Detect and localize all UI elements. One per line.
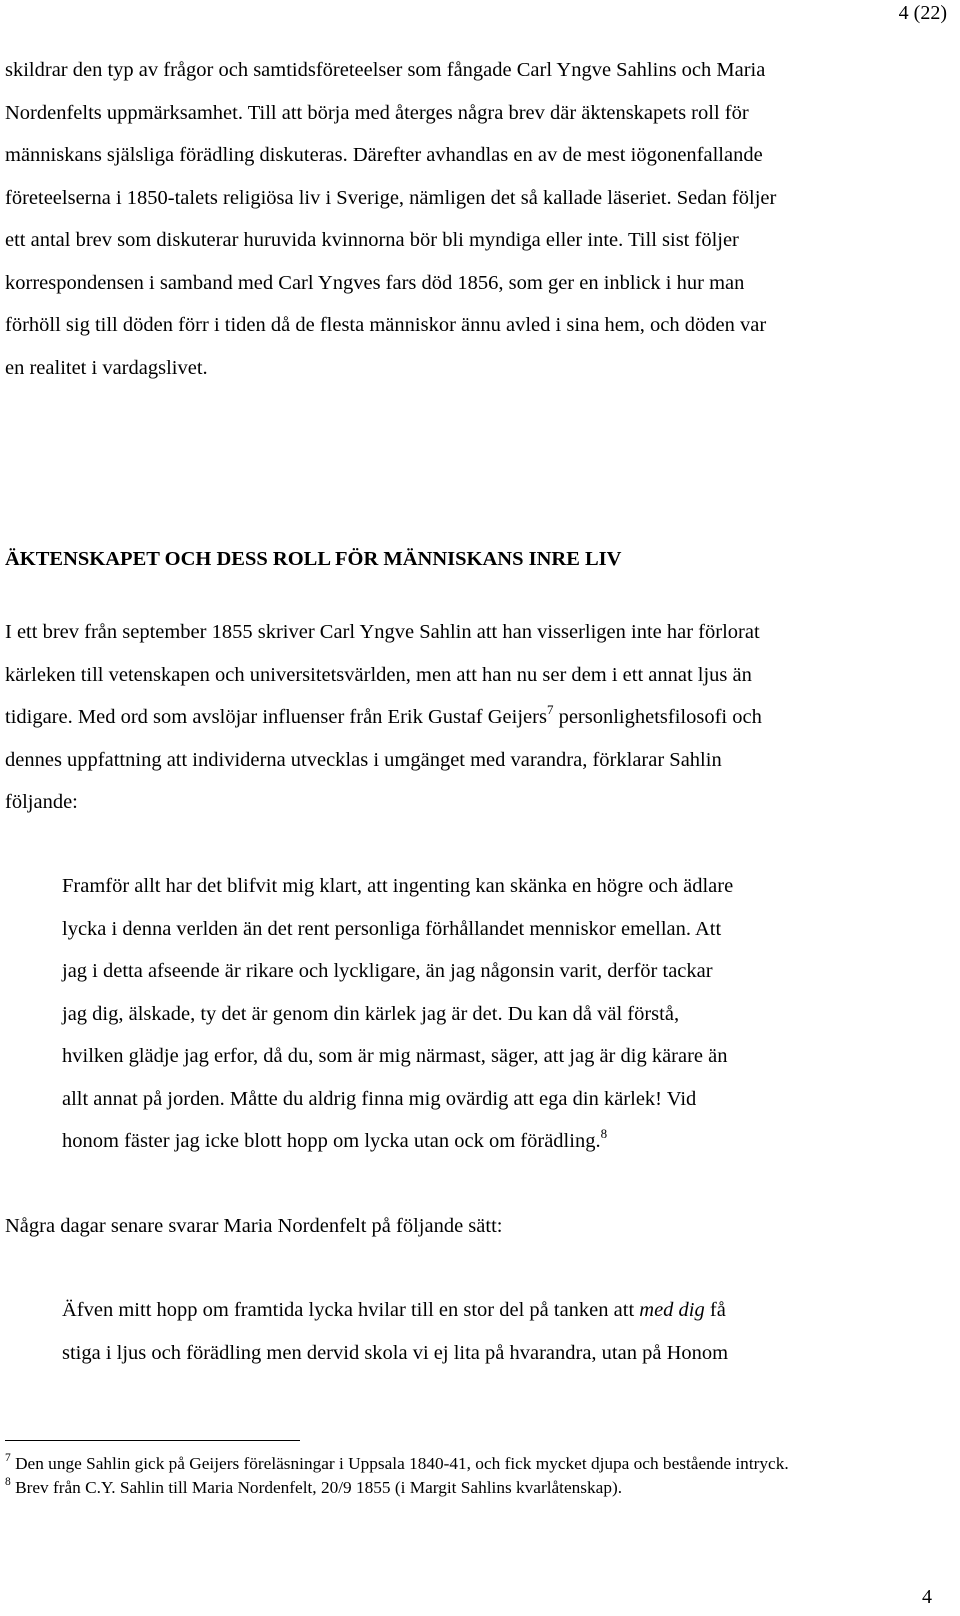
quote-line xyxy=(62,1120,922,1163)
paragraph-line: företeelserna i 1850-talets religiösa liv i Sverige, nämligen det så kallade läseriet. Sedan följer xyxy=(5,186,777,209)
block-quote-nordenfelt xyxy=(62,1289,922,1374)
intro-paragraph xyxy=(5,49,945,389)
footnote-text: Brev från C.Y. Sahlin till Maria Nordenfelt, 20/9 1855 (i Margit Sahlins kvarlåtenskap). xyxy=(10,1478,623,1497)
footnote-ref-8[interactable]: 8 xyxy=(600,1126,608,1141)
footnote-7 xyxy=(5,1452,789,1476)
footnote-8 xyxy=(5,1476,789,1500)
paragraph-line: ett antal brev som diskuterar huruvida kvinnorna bör bli myndiga eller inte. Till sist följer xyxy=(5,229,739,251)
footnote-ref-7[interactable]: 7 xyxy=(546,702,554,717)
paragraph-line xyxy=(5,696,945,739)
page-header-number: 4 (22) xyxy=(898,2,947,24)
quote-line: hvilken glädje jag erfor, då du, som är mig närmast, säger, att jag är dig kärare än xyxy=(62,1045,728,1067)
paragraph-line: dennes uppfattning att individerna utvecklas i umgänget med varandra, förklarar Sahlin xyxy=(5,748,722,771)
paragraph-text: tidigare. Med ord som avslöjar influenser från Erik Gustaf Geijers xyxy=(5,706,547,728)
quote-line: Framför allt har det blifvit mig klart, att ingenting kan skänka en högre och ädlare xyxy=(62,875,734,897)
paragraph-line: Några dagar senare svarar Maria Nordenfelt på följande sätt: xyxy=(5,1215,503,1237)
quote-line xyxy=(62,1289,922,1332)
block-quote-sahlin xyxy=(62,865,922,1163)
paragraph-line: I ett brev från september 1855 skriver Carl Yngve Sahlin att han visserligen inte har förlorat xyxy=(5,621,760,643)
paragraph-line: korrespondensen i samband med Carl Yngves fars död 1856, som ger en inblick i hur man xyxy=(5,271,745,294)
footnote-divider xyxy=(5,1440,300,1441)
footnotes xyxy=(5,1452,789,1500)
bridge-paragraph xyxy=(5,1205,945,1248)
paragraph-line: en realitet i vardagslivet. xyxy=(5,356,208,379)
section-paragraph xyxy=(5,611,945,824)
paragraph-line: människans själsliga förädling diskuteras. Därefter avhandlas en av de mest iögonenfallande xyxy=(5,144,763,166)
quote-line: jag dig, älskade, ty det är genom din kärlek jag är det. Du kan då väl förstå, xyxy=(62,1002,680,1025)
quote-text: få xyxy=(704,1299,726,1321)
paragraph-text: personlighetsfilosofi och xyxy=(553,706,762,728)
paragraph-line: Nordenfelts uppmärksamhet. Till att börja med återges några brev där äktenskapets roll för xyxy=(5,101,749,124)
quote-text: honom fäster jag icke blott hopp om lycka utan ock om förädling. xyxy=(62,1130,601,1152)
paragraph-line: följande: xyxy=(5,791,78,813)
section-heading: ÄKTENSKAPET OCH DESS ROLL FÖR MÄNNISKANS INRE LIV xyxy=(5,548,622,570)
paragraph-line: kärleken till vetenskapen och universitetsvärlden, men att han nu ser dem i ett annat ljus än xyxy=(5,663,752,686)
paragraph-line: skildrar den typ av frågor och samtidsföreteelser som fångade Carl Yngve Sahlins och Maria xyxy=(5,59,766,81)
quote-line: stiga i ljus och förädling men dervid skola vi ej lita på hvarandra, utan på Honom xyxy=(62,1341,729,1364)
paragraph-line: förhöll sig till döden förr i tiden då de flesta människor ännu avled i sina hem, och döden var xyxy=(5,314,767,336)
footnote-number: 8 xyxy=(5,1476,11,1488)
footnote-number: 7 xyxy=(5,1452,11,1464)
emphasis-text: med dig xyxy=(639,1299,705,1321)
quote-line: jag i detta afseende är rikare och lyckligare, än jag någonsin varit, derför tackar xyxy=(62,960,713,982)
quote-text: Äfven mitt hopp om framtida lycka hvilar till en stor del på tanken att xyxy=(62,1299,640,1321)
page-footer-number: 4 xyxy=(922,1586,932,1608)
footnote-text: Den unge Sahlin gick på Geijers föreläsningar i Uppsala 1840-41, och fick mycket djupa och bestående intryck. xyxy=(10,1454,789,1473)
quote-line: lycka i denna verlden än det rent personliga förhållandet menniskor emellan. Att xyxy=(62,917,722,940)
quote-line: allt annat på jorden. Måtte du aldrig finna mig ovärdig att ega din kärlek! Vid xyxy=(62,1087,697,1110)
